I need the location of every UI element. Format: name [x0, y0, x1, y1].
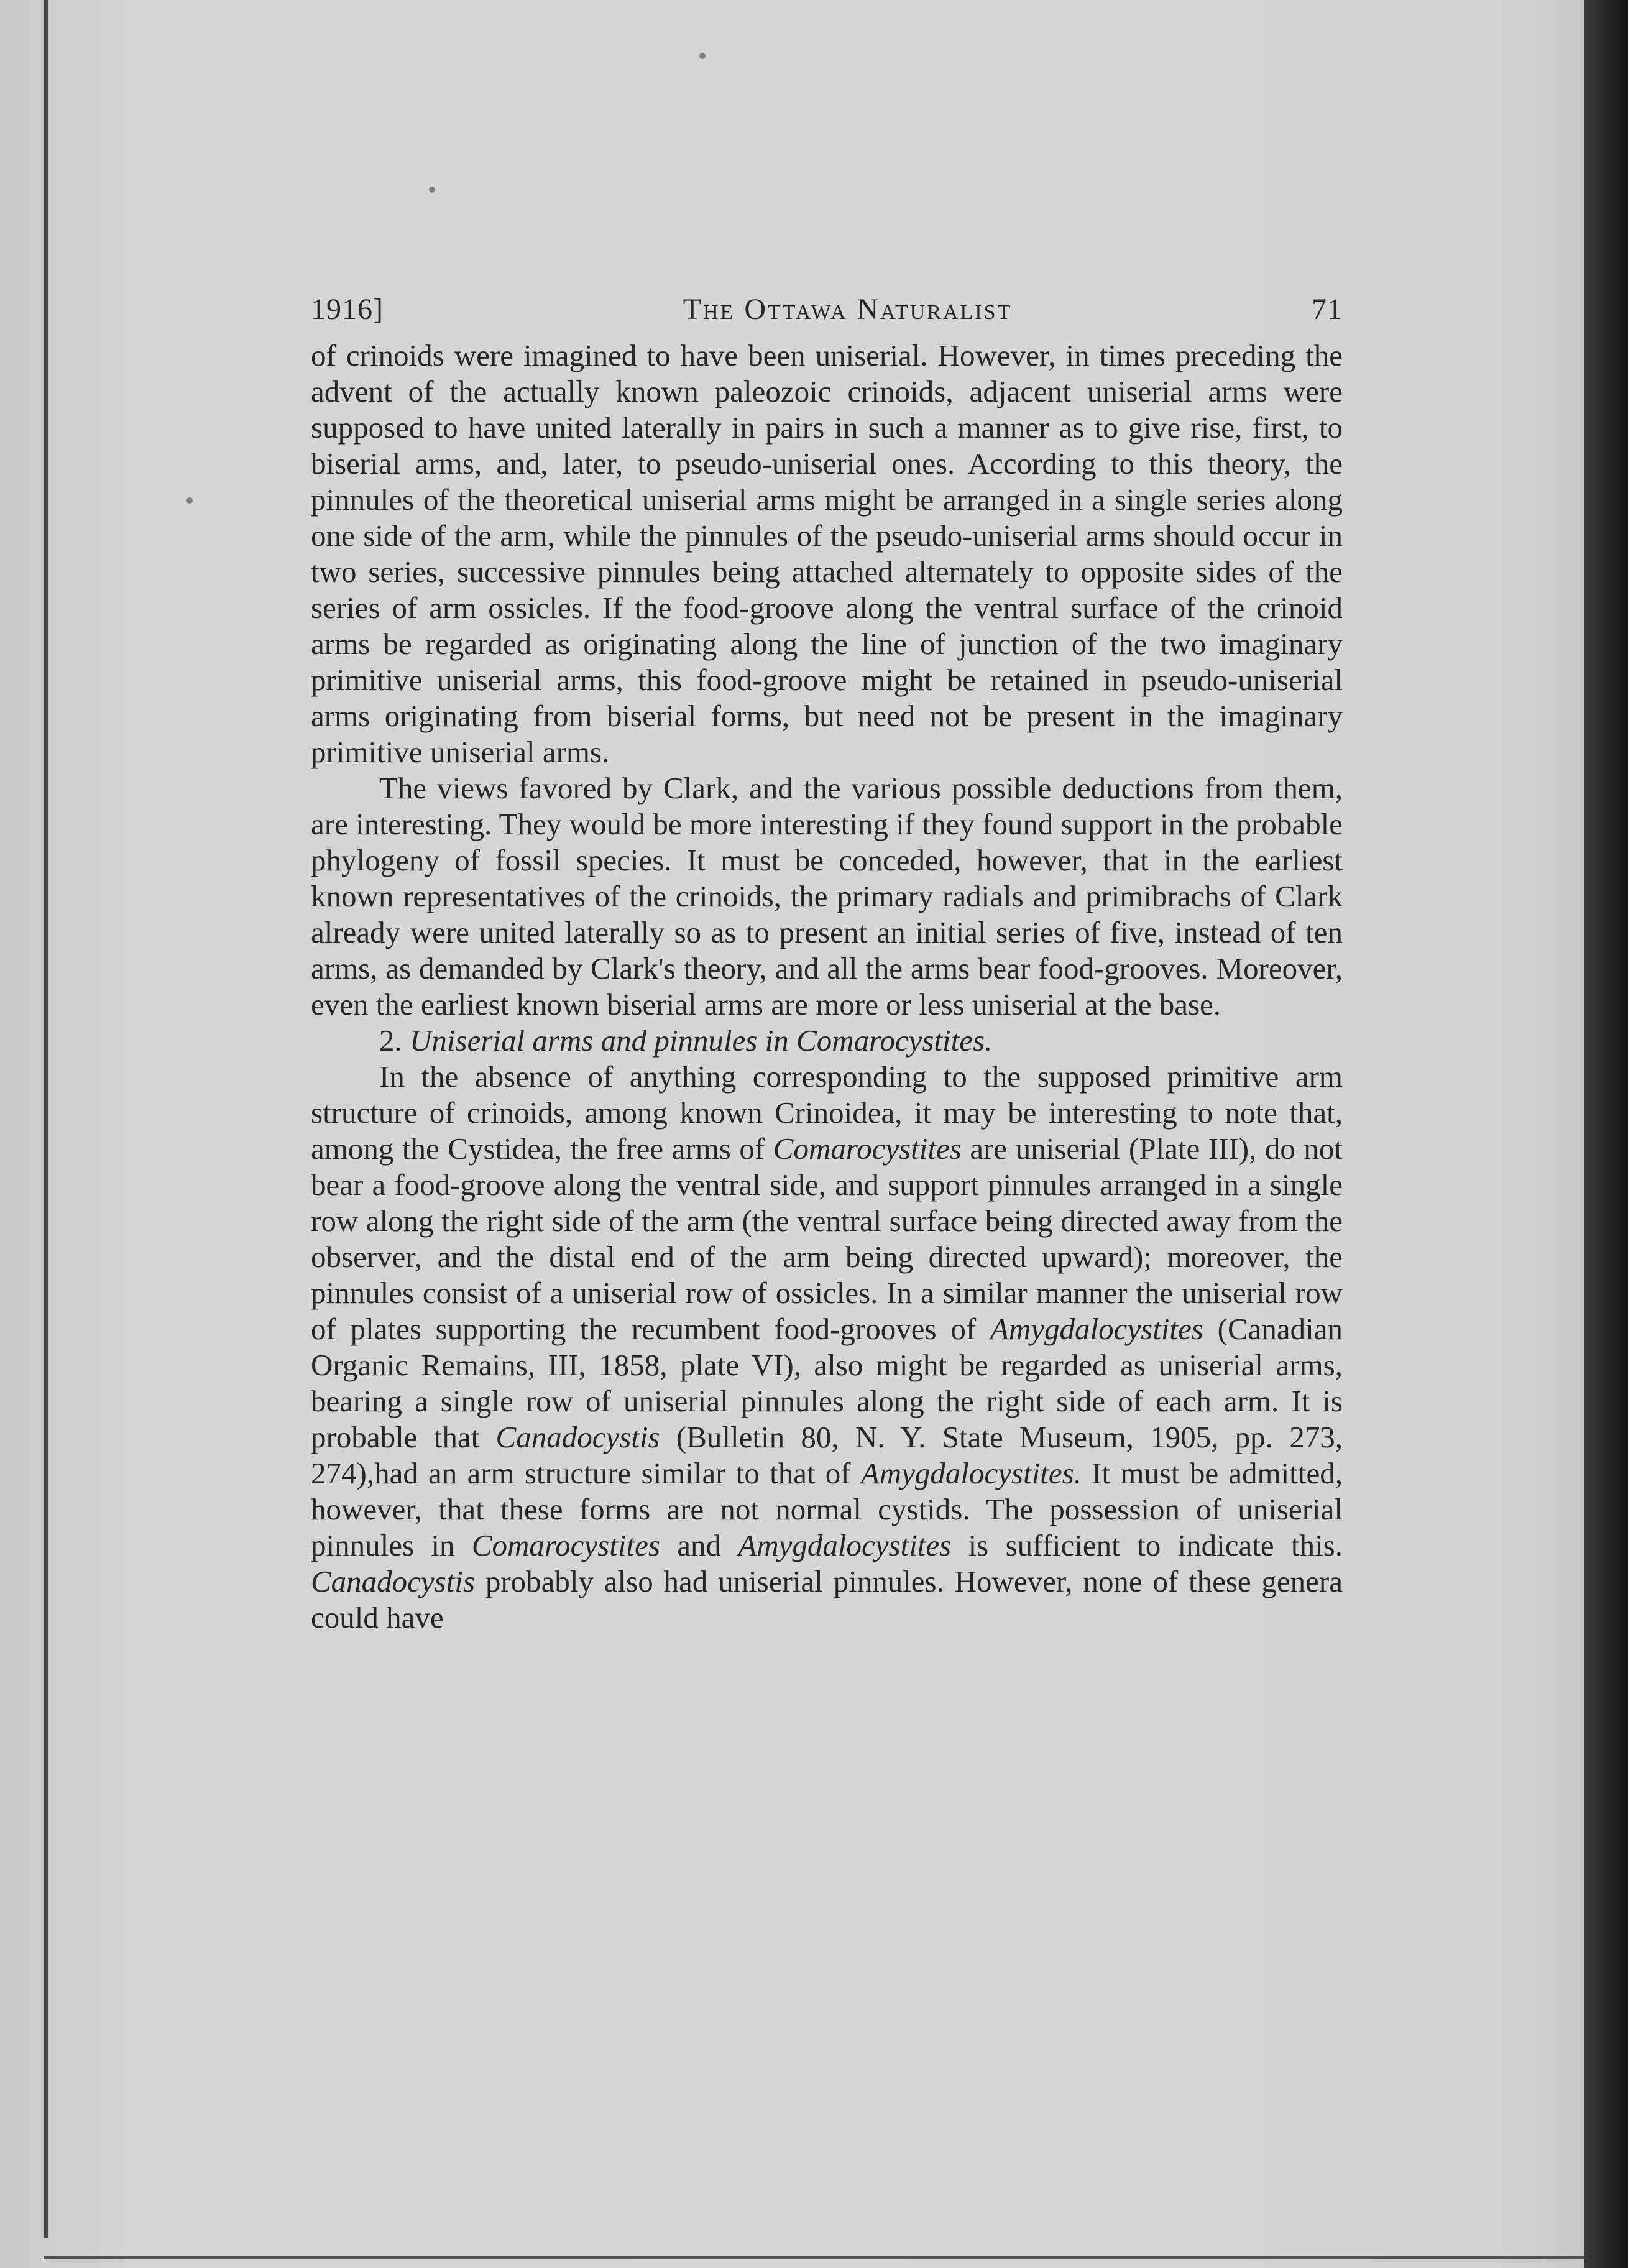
running-head	[311, 292, 1343, 326]
text-run: probably also had uniserial pinnules. However, none of these genera could have	[311, 1564, 1343, 1634]
italic-text: Canadocystis	[311, 1564, 476, 1598]
text-run: are uniserial (Plate III), do not bear a food-groove along the ventral side, and support pinnules arranged in a single row along the right side of the arm (the ventral surface being directed away from the observer, and the distal end of the arm being directed upward); moreover, the pinnules consist of a uniserial row of ossicles. In a similar manner the uniserial row of plates supporting the recumbent food-grooves of	[311, 1132, 1343, 1346]
bottom-edge-rule	[44, 2256, 1584, 2259]
italic-text: Comarocystites	[471, 1528, 660, 1562]
italic-text: Canadocystis	[495, 1420, 660, 1454]
italic-text: Comarocystites	[773, 1132, 962, 1166]
scan-speck	[699, 53, 706, 59]
document-page	[311, 292, 1343, 1636]
italic-text: Amygdalocystites	[738, 1528, 952, 1562]
text-run: and	[660, 1528, 738, 1562]
journal-title: The Ottawa Naturalist	[683, 293, 1013, 326]
text-run: (Bulletin 80, N. Y. State Museum, 1905, pp. 273, 274),had an arm structure similar to that of	[311, 1420, 1343, 1490]
italic-text: Uniserial arms and pinnules in Comarocystites.	[410, 1023, 993, 1058]
italic-text: Amygdalocystites.	[860, 1456, 1082, 1490]
text-run: It must be admitted, however, that these forms are not normal cystids. The possession of uniserial pinnules in	[311, 1456, 1343, 1562]
scan-speck	[186, 497, 193, 504]
italic-text: Amygdalocystites	[990, 1312, 1203, 1346]
header-year: 1916]	[311, 293, 384, 326]
text-run: In the absence of anything corresponding to the supposed primitive arm structure of crinoids, among known Crinoidea, it may be interesting to note that, among the Cystidea, the free arms of	[311, 1059, 1343, 1166]
text-run: (Canadian Organic Remains, III, 1858, plate VI), also might be regarded as uniserial arms, bearing a single row of uniserial pinnules along the right side of each arm. It is probable that	[311, 1312, 1343, 1454]
paragraph	[311, 1023, 1343, 1059]
right-page-edge	[1584, 0, 1628, 2268]
text-run: is sufficient to indicate this.	[951, 1528, 1343, 1562]
text-run: 2.	[379, 1023, 410, 1058]
text-run: The views favored by Clark, and the various possible deductions from them, are interesting. They would be more interesting if they found support in the probable phylogeny of fossil species. It must be conceded, however, that in the earliest known representatives of the crinoids, the primary radials and primibrachs of Clark already were united laterally so as to present an initial series of five, instead of ten arms, as demanded by Clark's theory, and all the arms bear food-grooves. Moreover, even the earliest known biserial arms are more or less uniserial at the base.	[311, 771, 1343, 1021]
text-run: of crinoids were imagined to have been uniserial. However, in times preceding the advent of the actually known paleozoic crinoids, adjacent uniserial arms were supposed to have united laterally in pairs in such a manner as to give rise, first, to biserial arms, and, later, to pseudo-uniserial ones. According to this theory, the pinnules of the theoretical uniserial arms might be arranged in a single series along one side of the arm, while the pinnules of the pseudo-uniserial arms should occur in two series, successive pinnules being attached alternately to opposite sides of the series of arm ossicles. If the food-groove along the ventral surface of the crinoid arms be regarded as originating along the line of junction of the two imaginary primitive uniserial arms, this food-groove might be retained in pseudo-uniserial arms originating from biserial forms, but need not be present in the imaginary primitive uniserial arms.	[311, 338, 1343, 769]
paragraph	[311, 1059, 1343, 1636]
paragraph	[311, 770, 1343, 1023]
left-margin-rule	[44, 0, 48, 2238]
body-text	[311, 338, 1343, 1636]
paragraph	[311, 338, 1343, 770]
page-number: 71	[1312, 293, 1343, 326]
scan-speck	[429, 187, 435, 193]
